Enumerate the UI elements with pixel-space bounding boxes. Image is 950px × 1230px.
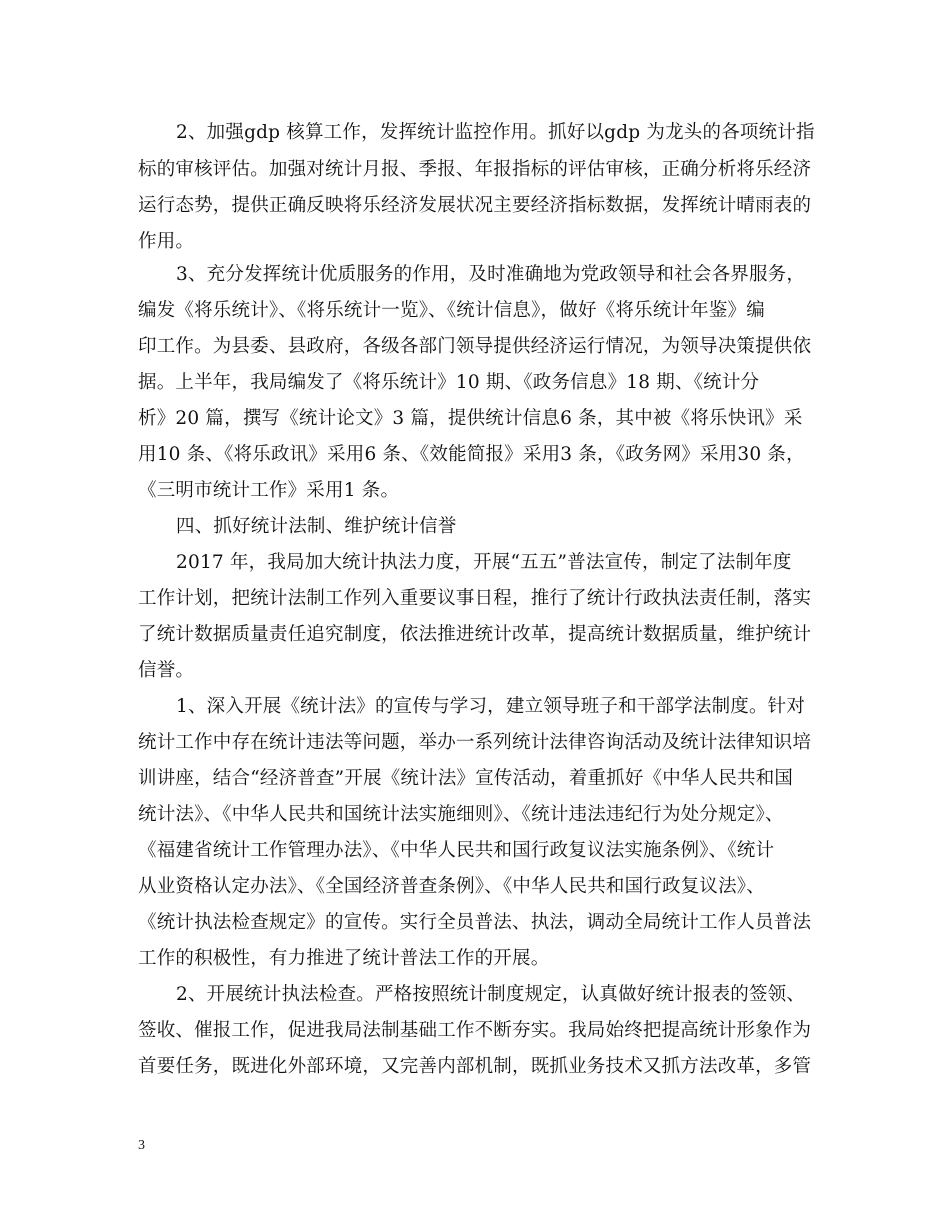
text-line: 1、深入开展《统计法》的宣传与学习，建立领导班子和干部学法制度。针对 <box>176 696 806 717</box>
text-line: 2、开展统计执法检查。严格按照统计制度规定，认真做好统计报表的签领、 <box>176 984 806 1005</box>
text-line: 工作计划，把统计法制工作列入重要议事日程，推行了统计行政执法责任制，落实 <box>138 588 812 609</box>
text-line: 统计工作中存在统计违法等问题，举办一系列统计法律咨询活动及统计法律知识培 <box>138 732 812 753</box>
text-line: 2、加强gdp 核算工作，发挥统计监控作用。抓好以gdp 为龙头的各项统计指 <box>176 122 815 143</box>
text-line: 首要任务，既进化外部环境，又完善内部机制，既抓业务技术又抓方法改革，多管 <box>138 1056 812 1077</box>
text-line: 2017 年，我局加大统计执法力度，开展“五五”普法宣传，制定了法制年度 <box>176 552 792 573</box>
text-line: 标的审核评估。加强对统计月报、季报、年报指标的评估审核，正确分析将乐经济 <box>138 159 812 180</box>
text-line: 签收、催报工作，促进我局法制基础工作不断夯实。我局始终把提高统计形象作为 <box>138 1020 812 1041</box>
text-line: 析》20 篇，撰写《统计论文》3 篇，提供统计信息6 条，其中被《将乐快讯》采 <box>138 408 803 429</box>
text-line: 3、充分发挥统计优质服务的作用，及时准确地为党政领导和社会各界服务， <box>176 264 806 285</box>
text-line: 用10 条、《将乐政讯》采用6 条、《效能简报》采用3 条，《政务网》采用30 条， <box>138 444 805 465</box>
text-line: 训讲座，结合“经济普查”开展《统计法》宣传活动，着重抓好《中华人民共和国 <box>138 768 794 789</box>
text-line: 工作的积极性，有力推进了统计普法工作的开展。 <box>138 948 550 969</box>
text-line: 编发《将乐统计》、《将乐统计一览》、《统计信息》，做好《将乐统计年鉴》编 <box>138 300 765 321</box>
text-line: 《统计执法检查规定》的宣传。实行全员普法、执法，调动全局统计工作人员普法 <box>138 912 812 933</box>
text-line: 《福建省统计工作管理办法》、《中华人民共和国行政复议法实施条例》、《统计 <box>138 840 775 861</box>
text-line: 印工作。为县委、县政府，各级各部门领导提供经济运行情况，为领导决策提供依 <box>138 336 812 357</box>
text-line: 信誉。 <box>138 660 195 681</box>
text-line: 运行态势，提供正确反映将乐经济发展状况主要经济指标数据，发挥统计晴雨表的 <box>138 195 812 216</box>
text-line: 从业资格认定办法》、《全国经济普查条例》、《中华人民共和国行政复议法》、 <box>138 876 765 897</box>
text-line: 《三明市统计工作》采用1 条。 <box>138 480 400 501</box>
text-line: 据。上半年，我局编发了《将乐统计》10 期、《政务信息》18 期、《统计分 <box>138 372 760 393</box>
text-line: 作用。 <box>138 231 195 252</box>
text-line: 了统计数据质量责任追究制度，依法推进统计改革，提高统计数据质量，维护统计 <box>138 624 812 645</box>
page-number: 3 <box>138 1138 145 1153</box>
text-line: 统计法》、《中华人民共和国统计法实施细则》、《统计违法违纪行为处分规定》、 <box>138 804 784 825</box>
section-heading: 四、抓好统计法制、维护统计信誉 <box>176 516 457 537</box>
